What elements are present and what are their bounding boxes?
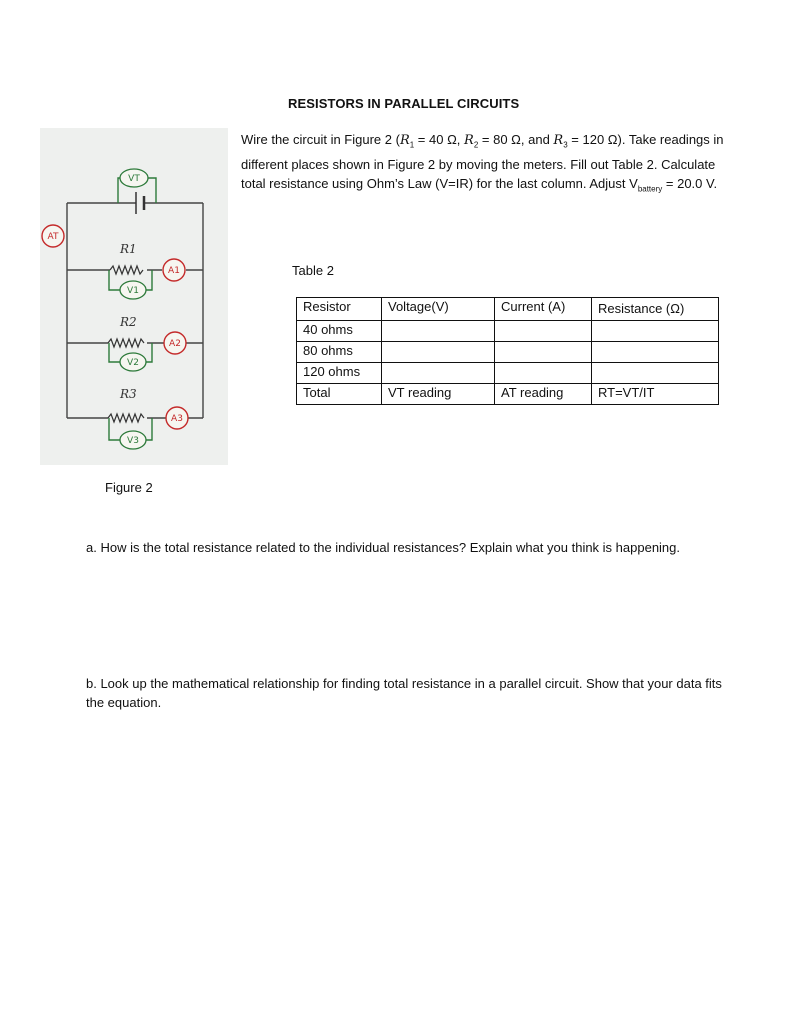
a3-meter-label: A3	[171, 414, 183, 424]
row2-current-cell[interactable]	[495, 342, 592, 363]
r1-label: R1	[120, 242, 137, 256]
row2-voltage-cell[interactable]	[382, 342, 495, 363]
a1-meter-label: A1	[168, 266, 180, 276]
a2-meter-label: A2	[169, 339, 181, 349]
results-table	[296, 297, 719, 405]
table-caption: Table 2	[292, 263, 334, 278]
row2-resistor: 80 ohms	[297, 342, 382, 363]
v3-meter-label: V3	[127, 436, 139, 446]
battery-subscript: battery	[637, 184, 663, 194]
header-resistor: Resistor	[297, 298, 382, 321]
total-current-cell: AT reading	[495, 384, 592, 405]
row3-resistor: 120 ohms	[297, 363, 382, 384]
r2-symbol: R	[464, 133, 474, 148]
table-header-row	[297, 298, 719, 321]
row1-current-cell[interactable]	[495, 321, 592, 342]
header-current: Current (A)	[495, 298, 592, 321]
question-a: a. How is the total resistance related to the individual resistances? Explain what you think is happening.	[86, 540, 681, 555]
table-row	[297, 342, 719, 363]
r3-value: = 120 Ω	[567, 132, 618, 147]
circuit-figure	[40, 128, 228, 465]
row1-resistance-cell[interactable]	[592, 321, 719, 342]
at-meter-label: AT	[47, 232, 59, 242]
question-b: b. Look up the mathematical relationship for finding total resistance in a parallel circuit. Show that your data fits the equation.	[86, 676, 722, 710]
v1-meter-label: V1	[127, 286, 139, 296]
circuit-diagram	[40, 128, 228, 465]
r1-subscript: 1	[409, 140, 415, 150]
battery-value: = 20.0 V.	[662, 175, 718, 191]
resistor-r3-icon	[108, 414, 144, 422]
intro-lead: Wire the circuit in Figure 2 (	[241, 132, 400, 147]
resistor-r1-icon	[110, 266, 143, 274]
r3-subscript: 3	[563, 140, 568, 150]
row3-current-cell[interactable]	[495, 363, 592, 384]
table-row	[297, 363, 719, 384]
header-voltage: Voltage(V)	[382, 298, 495, 321]
table-row	[297, 384, 719, 405]
r3-label: R3	[120, 387, 137, 401]
row2-resistance-cell[interactable]	[592, 342, 719, 363]
r2-label: R2	[120, 315, 137, 329]
r1-value: = 40 Ω,	[414, 132, 465, 147]
row1-resistor: 40 ohms	[297, 321, 382, 342]
v2-meter-label: V2	[127, 358, 139, 368]
r3-symbol: R	[553, 133, 564, 148]
r2-value: = 80 Ω, and	[478, 132, 554, 147]
intro-rest: ). Take readings in different places shown in Figure 2 by moving the meters. Fill out Table 2. Calculate total resistance using Ohm’s Law (V=IR) for the last column. Adjust V	[241, 132, 724, 191]
figure-caption: Figure 2	[105, 480, 153, 495]
header-resistance: Resistance (Ω)	[592, 298, 719, 321]
battery-icon	[136, 192, 144, 214]
row4-resistor: Total	[297, 384, 382, 405]
instructions-paragraph	[241, 130, 731, 198]
r2-subscript: 2	[473, 140, 479, 150]
resistor-r2-icon	[108, 339, 144, 347]
row3-resistance-cell[interactable]	[592, 363, 719, 384]
row1-voltage-cell[interactable]	[382, 321, 495, 342]
row3-voltage-cell[interactable]	[382, 363, 495, 384]
total-resistance-cell: RT=VT/IT	[592, 384, 719, 405]
table-row	[297, 321, 719, 342]
r1-symbol: R	[399, 133, 410, 148]
vt-meter-label: VT	[128, 174, 140, 184]
page-title: RESISTORS IN PARALLEL CIRCUITS	[288, 96, 520, 111]
total-voltage-cell: VT reading	[382, 384, 495, 405]
